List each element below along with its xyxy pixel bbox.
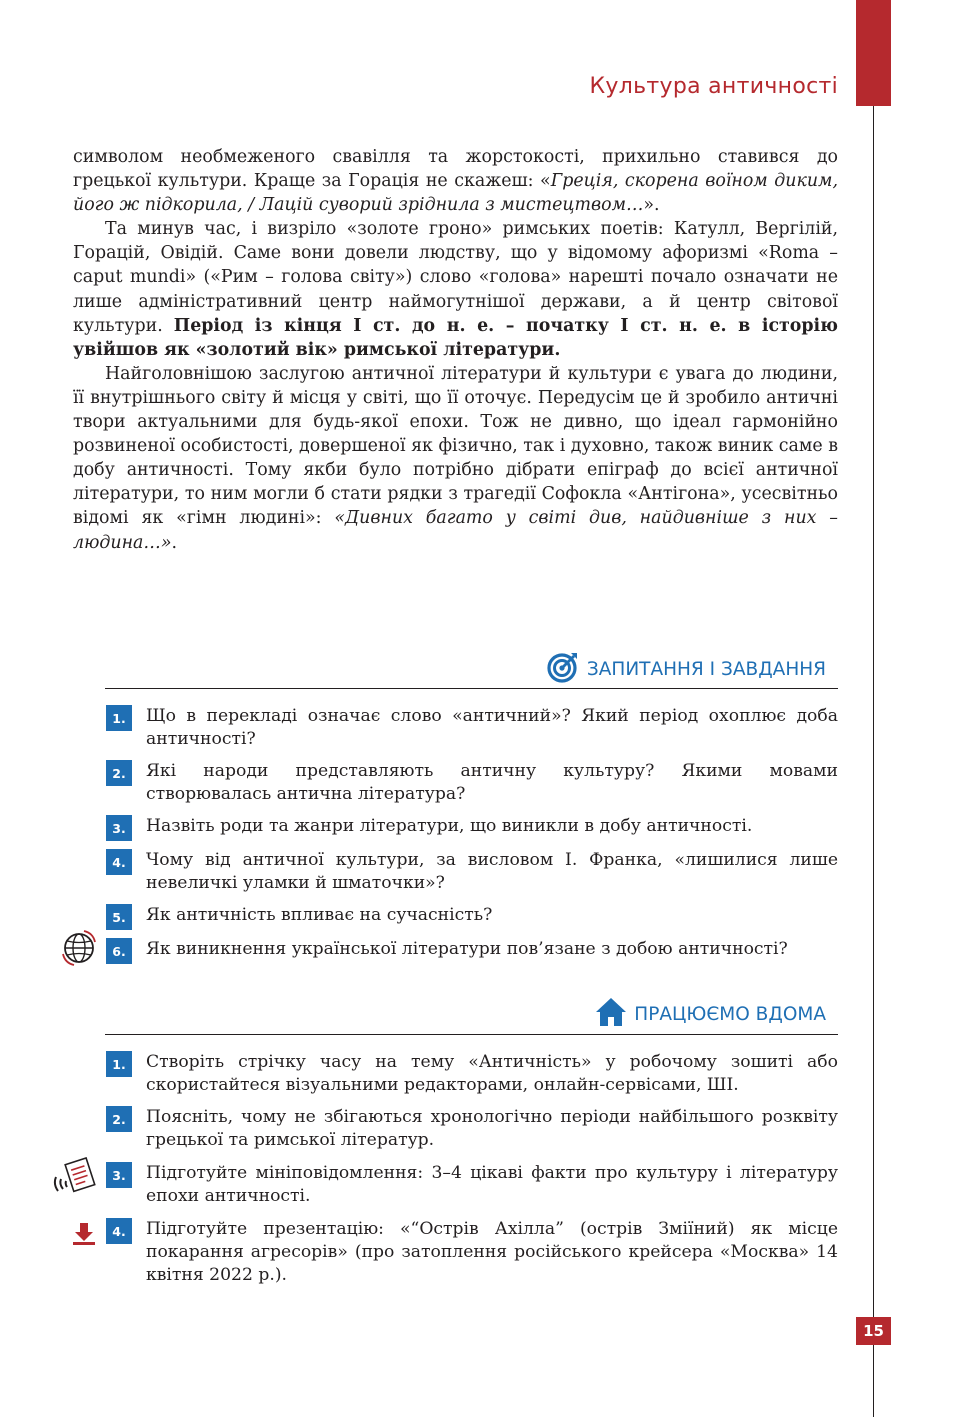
question-text: Як античність впливає на сучасність? bbox=[146, 905, 493, 925]
question-item bbox=[106, 705, 838, 751]
homework-number: 3. bbox=[106, 1162, 132, 1188]
horace-quote: Греція, скорена воїном диким, його ж підкорила, / Лацій суворий зріднила з мистецтвом… bbox=[73, 171, 838, 216]
homework-rule bbox=[105, 1034, 838, 1035]
question-item bbox=[106, 815, 838, 841]
paragraph-3-text: Найголовнішою заслугою античної літератури й культури є увага до людини, її внутрішнього світу й місця у світі, що її оточує. Передусім це й зробило античні твори актуальними для будь-якої епохи. Тож не дивно, що ідеал гармонійно розвиненої особистості, довершеної як фізично, так і духовно, також виник саме в добу античності. Тому якби було потрібно дібрати епіграф до всієї античної літератури, то ним могли б стати рядки з трагедії Софокла «Антігона», усесвітньо відомі як «гімн людині»: bbox=[73, 363, 838, 529]
homework-number: 2. bbox=[106, 1106, 132, 1132]
questions-rule bbox=[105, 688, 838, 689]
download-icon bbox=[72, 1222, 96, 1250]
paragraph-1 bbox=[73, 145, 838, 217]
questions-heading bbox=[546, 650, 826, 689]
question-text: Які народи представляють античну культуру? Якими мовами створювалась антична література? bbox=[146, 761, 838, 804]
homework-heading-text: ПРАЦЮЄМО ВДОМА bbox=[634, 1004, 826, 1025]
paragraph-2 bbox=[73, 217, 838, 362]
paragraph-2-text: Та минув час, і визріло «золоте гроно» римських поетів: Катулл, Вергілій, Горацій, Овідій. Саме вони довели людству, що у відомому афоризмі «Roma – caput mundi» («Рим – голова світу») слово «голова» нарешті почало означати не лише адміністративний центр наймогутнішої держави, а й центр світової культури. bbox=[73, 219, 838, 336]
question-text: Що в перекладі означає слово «античний»? Який період охоплює доба античності? bbox=[146, 706, 838, 749]
question-number: 6. bbox=[106, 938, 132, 964]
homework-item bbox=[106, 1106, 838, 1152]
homework-text: Підготуйте презентацію: «“Острів Ахілла” (острів Зміїний) як місце покарання агресорів» (про затоплення російського крейсера «Москва» 14 квітня 2022 р.). bbox=[146, 1219, 838, 1285]
paragraph-1-end: ». bbox=[643, 195, 660, 216]
questions-heading-text: ЗАПИТАННЯ І ЗАВДАННЯ bbox=[586, 659, 826, 680]
paragraph-3-end: . bbox=[171, 532, 177, 553]
question-number: 4. bbox=[106, 849, 132, 875]
homework-heading bbox=[595, 996, 826, 1033]
homework-text: Поясніть, чому не збігаються хронологічно періоди найбільшого розквіту грецької та римської літератур. bbox=[146, 1107, 838, 1150]
margin-line bbox=[873, 106, 874, 1417]
home-icon bbox=[595, 996, 627, 1033]
speech-document-icon bbox=[53, 1157, 97, 1201]
globe-icon bbox=[62, 930, 96, 970]
red-header-tab bbox=[856, 0, 891, 106]
page-number: 15 bbox=[856, 1317, 891, 1345]
question-item bbox=[106, 760, 838, 806]
homework-text: Створіть стрічку часу на тему «Античність» у робочому зошиті або скористайтеся візуальними редакторами, онлайн-сервісами, ШІ. bbox=[146, 1052, 838, 1095]
question-number: 2. bbox=[106, 760, 132, 786]
homework-item bbox=[106, 1162, 838, 1208]
question-item bbox=[106, 849, 838, 895]
question-item bbox=[106, 904, 838, 930]
target-icon bbox=[546, 650, 580, 689]
paragraph-1-text: символом необмеженого свавілля та жорстокості, прихильно ставився до грецької культури. Краще за Горація не скажеш: « bbox=[73, 147, 838, 192]
chapter-title: Культура античності bbox=[589, 74, 838, 99]
golden-age-statement: Період із кінця I ст. до н. е. – початку I ст. н. е. в історію увійшов як «золотий вік» римської літератури. bbox=[73, 315, 839, 360]
homework-item bbox=[106, 1218, 838, 1287]
homework-item bbox=[106, 1051, 838, 1097]
question-number: 3. bbox=[106, 815, 132, 841]
question-number: 1. bbox=[106, 705, 132, 731]
sophocles-quote: «Дивних багато у світі див, найдивніше з них – людина…» bbox=[73, 508, 838, 553]
homework-text: Підготуйте мініповідомлення: 3–4 цікаві факти про культуру і літературу епохи античності. bbox=[146, 1163, 838, 1206]
main-text bbox=[73, 145, 838, 555]
paragraph-3 bbox=[73, 362, 838, 555]
question-text: Назвіть роди та жанри літератури, що виникли в добу античності. bbox=[146, 816, 753, 836]
question-item bbox=[106, 938, 838, 964]
question-text: Чому від античної культури, за висловом І. Франка, «лишилися лише невеличкі уламки й шматочки»? bbox=[146, 850, 838, 893]
homework-number: 1. bbox=[106, 1051, 132, 1077]
question-text: Як виникнення української літератури пов’язане з добою античності? bbox=[146, 939, 788, 959]
homework-number: 4. bbox=[106, 1218, 132, 1244]
question-number: 5. bbox=[106, 904, 132, 930]
